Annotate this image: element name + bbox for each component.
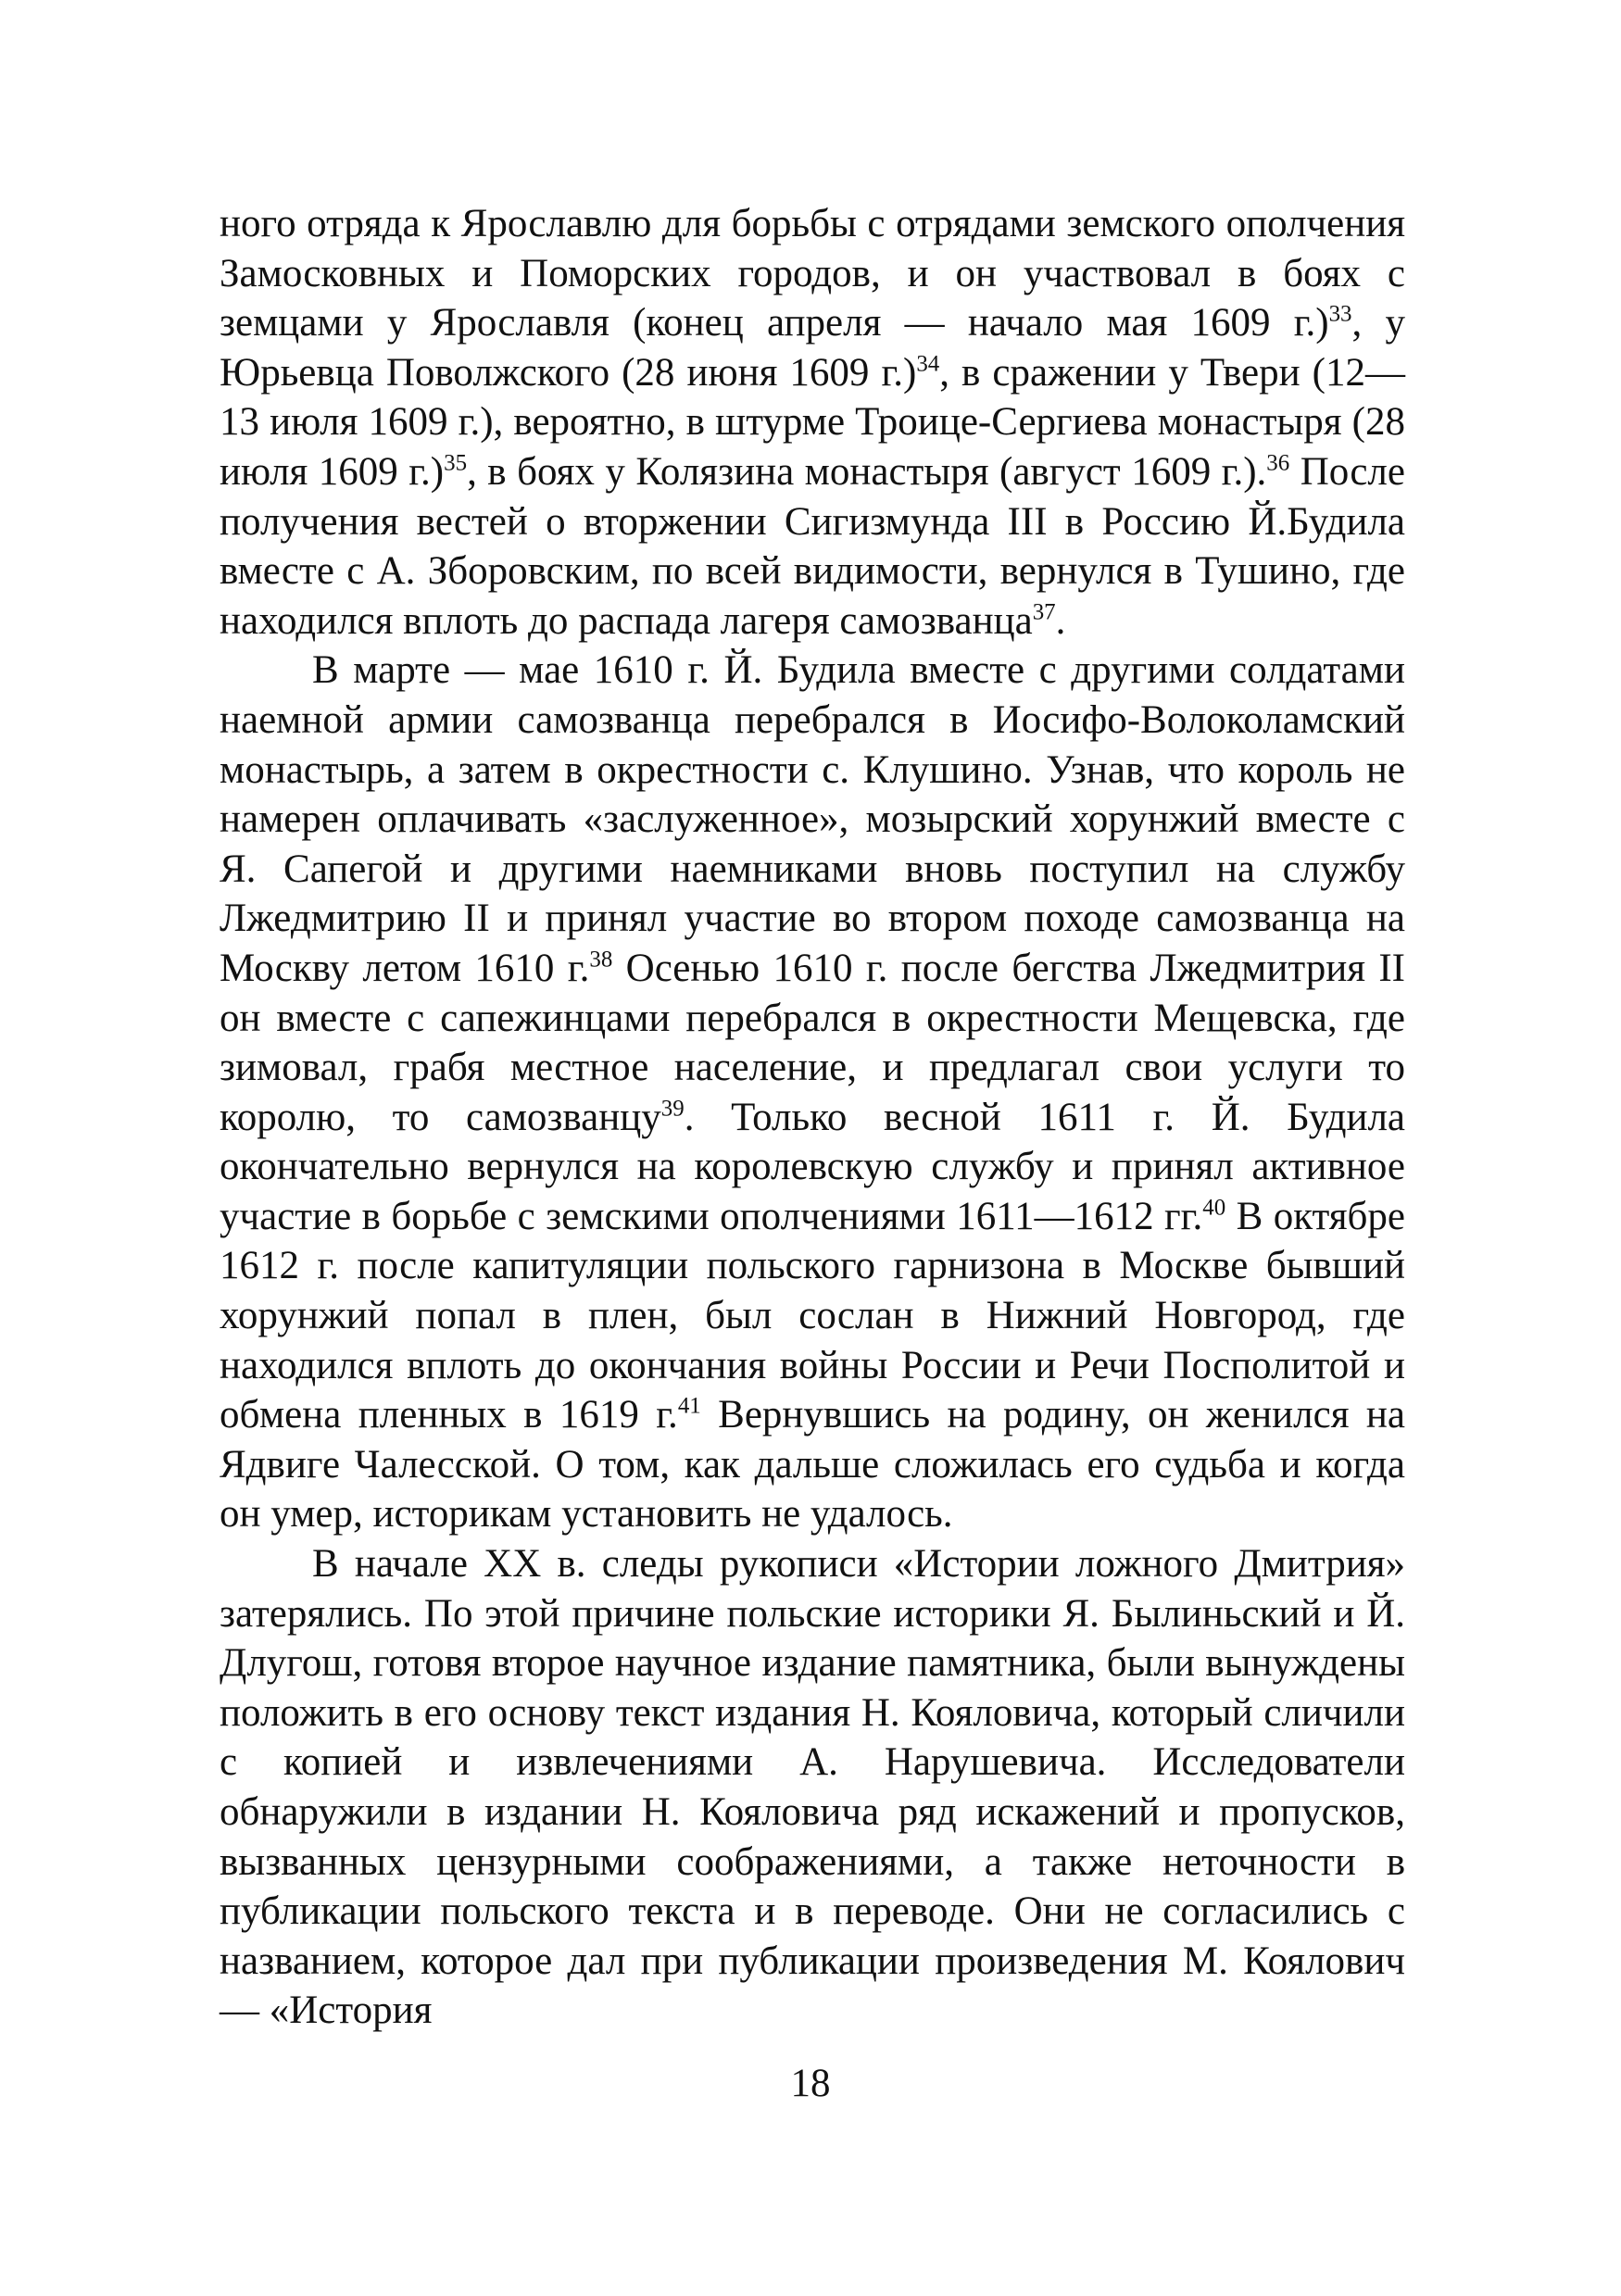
paragraph-3 bbox=[220, 1539, 1405, 2036]
text-run: . bbox=[1055, 598, 1066, 643]
text-run: , у Юрьевца Поволжского (28 июня 1609 г.) bbox=[220, 301, 1405, 395]
footnote-ref-40: 40 bbox=[1202, 1195, 1226, 1221]
footnote-ref-37: 37 bbox=[1032, 599, 1056, 625]
body-text bbox=[220, 199, 1405, 2036]
footnote-ref-34: 34 bbox=[916, 351, 940, 377]
text-run: После получения вестей о вторжении Сигизмунда III в Россию Й.Будила вместе с А. Зборовским, по всей видимости, вернулся в Тушино, где находился вплоть до распада лагеря самозванца bbox=[220, 449, 1405, 643]
text-run: , в сражении у Твери (12—13 июля 1609 г.), вероятно, в штурме Троице-Сергиева монастыря (28 июля 1609 г.) bbox=[220, 350, 1405, 494]
text-run: . Только весной 1611 г. Й. Будила окончательно вернулся на королевскую службу и принял активное участие в борьбе с земскими ополчениями 1611—1612 гг. bbox=[220, 1095, 1405, 1238]
text-run: В марте — мае 1610 г. Й. Будила вместе с другими солдатами наемной армии самозванца перебрался в Иосифо-Волоколамский монастырь, а затем в окрестности с. Клушино. Узнав, что король не намерен оплачивать «заслуженное», мозырский хорунжий вместе с Я. Сапегой и другими наемниками вновь поступил на службу Лжедмитрию II и принял участие во втором походе самозванца на Москву летом 1610 г. bbox=[220, 648, 1405, 990]
text-run: Осенью 1610 г. после бегства Лжедмитрия II он вместе с сапежинцами перебрался в окрестности Мещевска, где зимовал, грабя местное население, и предлагал свои услуги то королю, то самозванцу bbox=[220, 946, 1405, 1139]
paragraph-2 bbox=[220, 646, 1405, 1539]
text-run: В октябре 1612 г. после капитуляции польского гарнизона в Москве бывший хорунжий попал в плен, был сослан в Нижний Новгород, где находился вплоть до окончания войны России и Речи Посполитой и обмена пленных в 1619 г. bbox=[220, 1194, 1405, 1437]
footnote-ref-33: 33 bbox=[1328, 301, 1352, 327]
page-number: 18 bbox=[790, 2062, 831, 2105]
footnote-ref-36: 36 bbox=[1266, 450, 1290, 476]
footnote-ref-41: 41 bbox=[677, 1393, 701, 1419]
text-run: , в боях у Колязина монастыря (август 1609 г.). bbox=[467, 449, 1267, 494]
footnote-ref-39: 39 bbox=[660, 1096, 685, 1122]
text-run: В начале XX в. следы рукописи «Истории ложного Дмитрия» затерялись. По этой причине польские историки Я. Былиньский и Й. Длугош, готовя второе научное издание памятника, были вынуждены положить в его основу текст издания Н. Кояловича, который сличили с копией и извлечениями А. Нарушевича. Исследователи обнаружили в издании Н. Кояловича ряд искажений и пропусков, вызванных цензурными соображениями, а также неточности в публикации польского текста и в переводе. Они не согласились с названием, которое дал при публикации произведения М. Коялович — «История bbox=[220, 1542, 1405, 2033]
text-run: ного отряда к Ярославлю для борьбы с отрядами земского ополчения Замосковных и Поморских городов, и он участвовал в боях с земцами у Ярославля (конец апреля — начало мая 1609 г.) bbox=[220, 202, 1405, 345]
text-run: Вернувшись на родину, он женился на Ядвиге Чалесской. О том, как дальше сложилась его судьба и когда он умер, историкам установить не удалось. bbox=[220, 1393, 1405, 1537]
footnote-ref-35: 35 bbox=[444, 450, 468, 476]
footnote-ref-38: 38 bbox=[589, 947, 613, 972]
paragraph-1 bbox=[220, 199, 1405, 646]
